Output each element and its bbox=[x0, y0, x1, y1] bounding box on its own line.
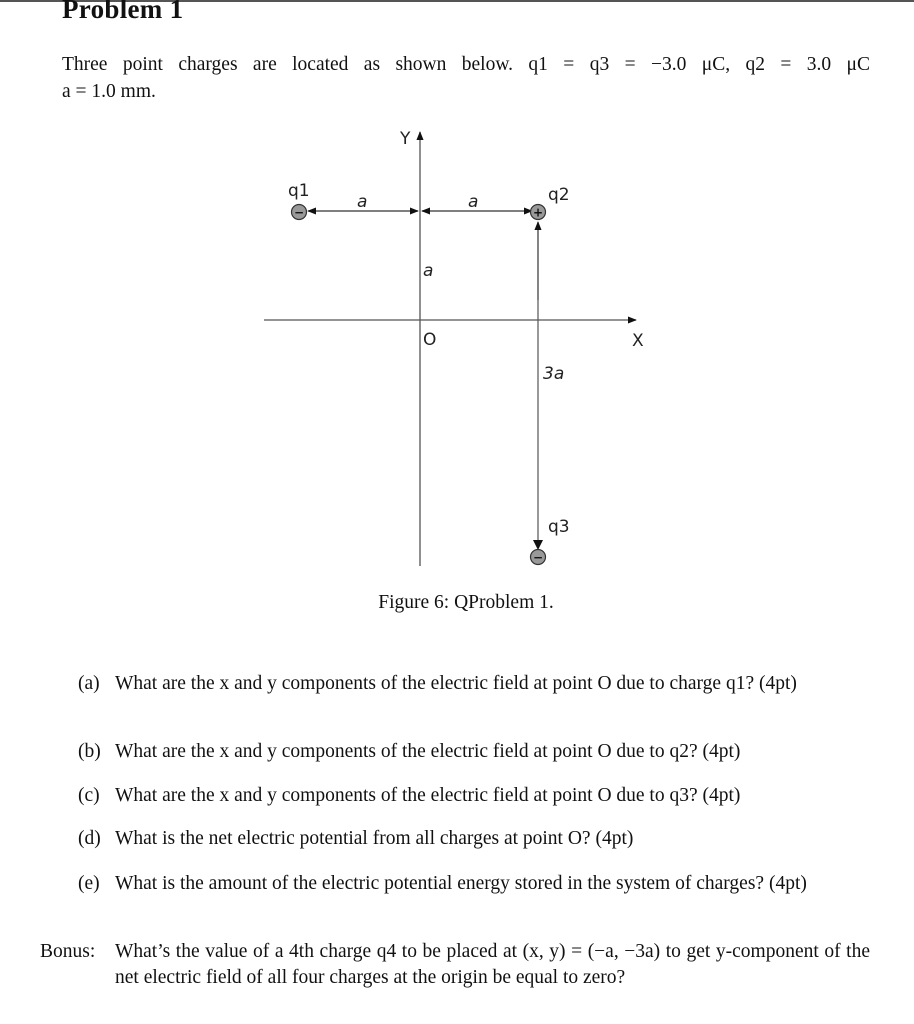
q3-label: q3 bbox=[548, 517, 570, 537]
origin-label: O bbox=[423, 330, 437, 350]
q3-sign: − bbox=[532, 550, 544, 565]
question-label: (a) bbox=[78, 673, 100, 694]
problem-title: Problem 1 bbox=[62, 0, 184, 24]
q1-sign: − bbox=[293, 205, 305, 220]
dim-label-a-right: a bbox=[468, 192, 479, 212]
bonus-label: Bonus: bbox=[40, 941, 96, 962]
q2-label: q2 bbox=[548, 185, 570, 205]
question-a bbox=[78, 671, 870, 697]
dim-label-3a: 3a bbox=[543, 364, 565, 384]
question-label: (d) bbox=[78, 828, 101, 849]
question-label: (b) bbox=[78, 741, 101, 762]
question-c bbox=[78, 783, 870, 809]
question-text: What are the x and y components of the electric field at point O due to q2? (4pt) bbox=[115, 741, 741, 762]
question-e bbox=[78, 871, 870, 897]
question-text: What are the x and y components of the electric field at point O due to q3? (4pt) bbox=[115, 785, 741, 806]
q1-label: q1 bbox=[288, 181, 310, 201]
intro-line-2: a = 1.0 mm. bbox=[62, 81, 156, 102]
q2-sign: + bbox=[532, 205, 544, 220]
question-label: (e) bbox=[78, 873, 100, 894]
charge-q3 bbox=[531, 550, 546, 565]
question-b bbox=[78, 739, 870, 765]
x-axis-label: X bbox=[632, 331, 644, 351]
charge-q1 bbox=[292, 205, 307, 220]
question-text: What are the x and y components of the electric field at point O due to charge q1? (4pt) bbox=[115, 673, 797, 694]
dim-label-a-left: a bbox=[357, 192, 368, 212]
charge-q2 bbox=[531, 205, 546, 220]
bonus-question bbox=[40, 939, 870, 991]
figure-caption: Figure 6: QProblem 1. bbox=[378, 592, 554, 613]
question-d bbox=[78, 826, 870, 852]
bonus-text: What’s the value of a 4th charge q4 to be placed at (x, y) = (−a, −3a) to get y-component of the net electric field of all four charges at the origin be equal to zero? bbox=[115, 941, 870, 988]
question-text: What is the amount of the electric potential energy stored in the system of charges? (4pt) bbox=[115, 873, 807, 894]
y-axis-label: Y bbox=[400, 129, 411, 149]
dim-label-a-vertical: a bbox=[423, 261, 434, 281]
question-text: What is the net electric potential from all charges at point O? (4pt) bbox=[115, 828, 634, 849]
charge-diagram bbox=[250, 120, 670, 580]
problem-intro bbox=[62, 51, 870, 105]
intro-line-1: Three point charges are located as shown below. q1 = q3 = −3.0 μC, q2 = 3.0 μC bbox=[62, 54, 870, 75]
dim-arrow-3a-down bbox=[533, 540, 543, 550]
question-label: (c) bbox=[78, 785, 100, 806]
